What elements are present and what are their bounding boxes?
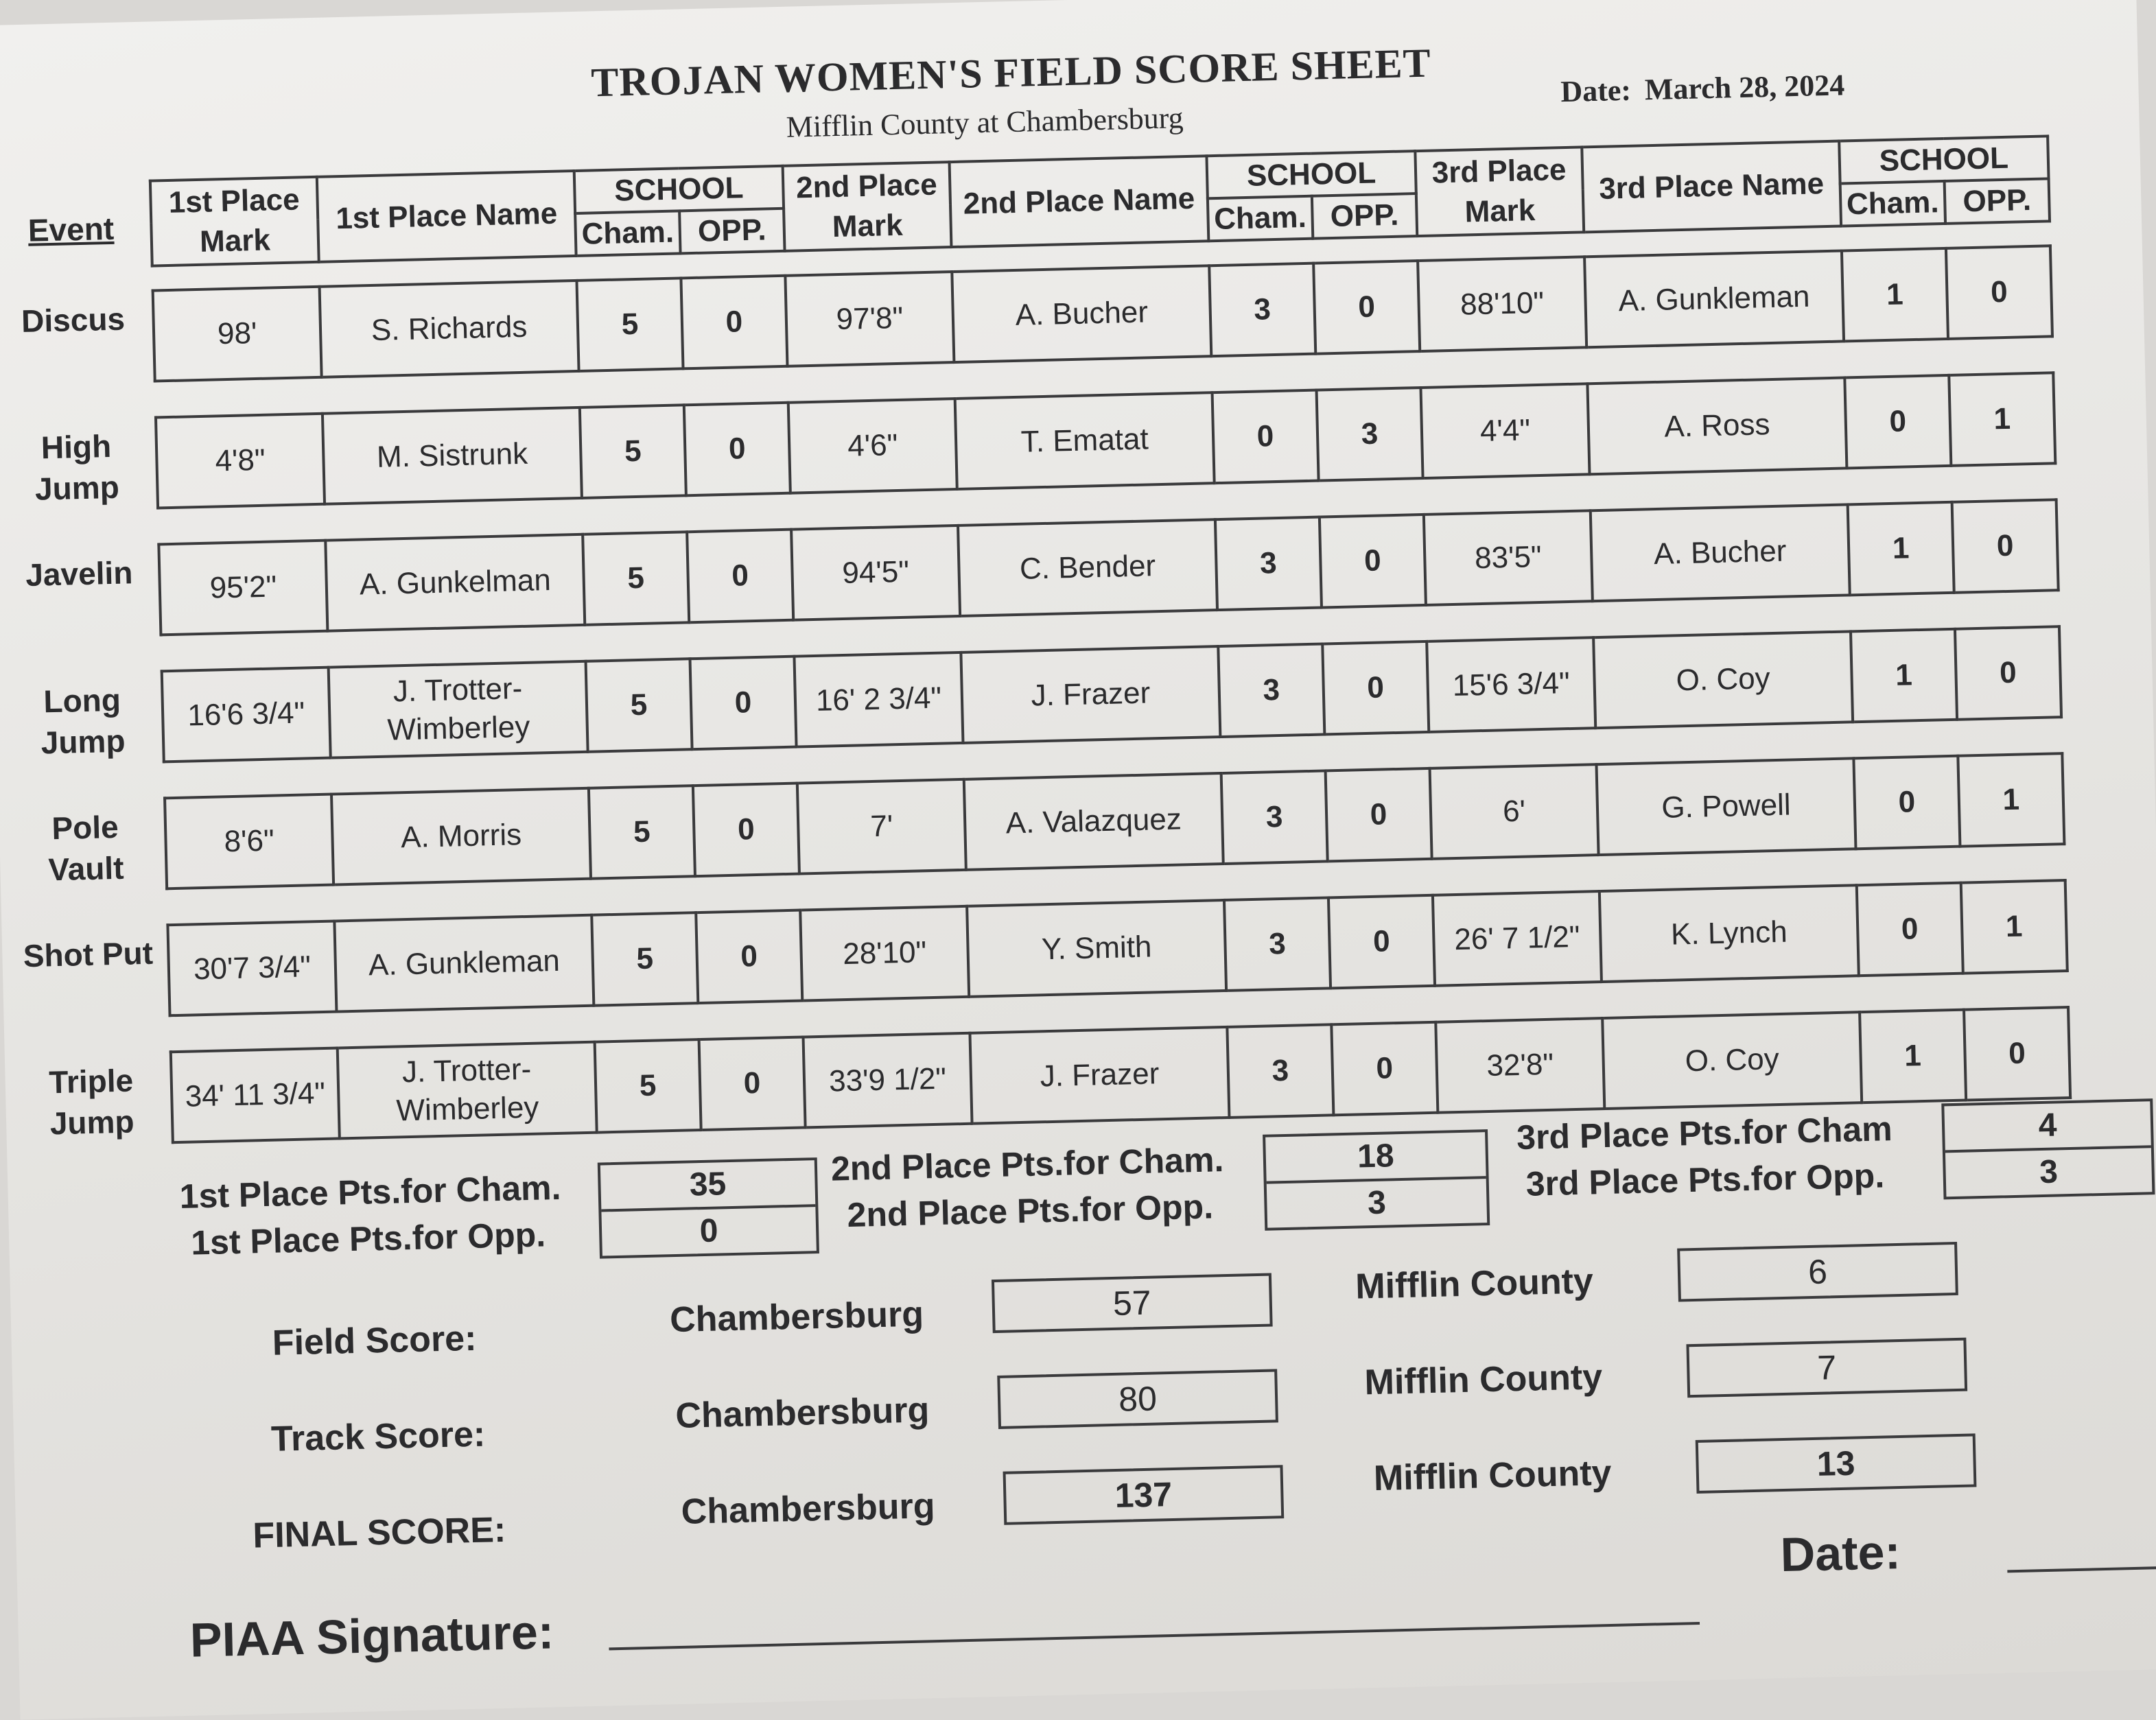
third-cham-pts-cell[interactable]: 1 bbox=[1848, 502, 1954, 596]
signature-date-line[interactable] bbox=[2007, 1566, 2156, 1573]
second-mark-header: 2nd Place Mark bbox=[783, 162, 952, 251]
second-name-cell[interactable]: A. Bucher bbox=[952, 266, 1211, 362]
meet-date-value: March 28, 2024 bbox=[1644, 68, 1845, 107]
third-cham-pts-cell[interactable]: 1 bbox=[1851, 629, 1957, 722]
event-name: High Jump bbox=[34, 428, 120, 507]
sheet-title: TROJAN WOMEN'S FIELD SCORE SHEET bbox=[590, 40, 1432, 106]
final-score-away: 13 bbox=[1696, 1433, 1977, 1494]
third-mark-cell[interactable]: 15'6 3/4" bbox=[1427, 637, 1595, 732]
first-name-cell[interactable]: S. Richards bbox=[320, 281, 579, 377]
first-opp-pts-cell[interactable]: 0 bbox=[684, 403, 790, 496]
first-cham-pts-cell[interactable]: 5 bbox=[591, 912, 698, 1006]
third-mark-header: 3rd Place Mark bbox=[1415, 147, 1584, 236]
first-opp-pts-cell[interactable]: 0 bbox=[696, 910, 802, 1004]
table-row bbox=[154, 371, 2057, 509]
event-name: Pole Vault bbox=[47, 808, 125, 888]
signature-date-label: Date: bbox=[1779, 1525, 1901, 1582]
second-opp-pts-cell[interactable]: 3 bbox=[1316, 388, 1422, 481]
third-opp-total: 3 bbox=[1945, 1145, 2153, 1197]
first-cham-pts-cell[interactable]: 5 bbox=[595, 1039, 701, 1133]
first-cham-pts-cell[interactable]: 5 bbox=[586, 659, 692, 752]
cham-header-3: Cham. bbox=[1840, 181, 1945, 226]
third-name-cell[interactable]: O. Coy bbox=[1593, 631, 1853, 728]
second-mark-cell[interactable]: 4'6" bbox=[788, 399, 957, 493]
meet-date-label: Date: bbox=[1560, 73, 1632, 109]
table-row bbox=[166, 879, 2068, 1017]
first-mark-cell[interactable]: 98' bbox=[153, 287, 322, 381]
third-mark-cell[interactable]: 6' bbox=[1429, 764, 1598, 859]
opp-header-3: OPP. bbox=[1945, 178, 2050, 224]
third-cham-pts-cell[interactable]: 1 bbox=[1842, 248, 1948, 342]
second-cham-label: 2nd Place Pts.for Cham. bbox=[830, 1140, 1224, 1188]
piaa-signature-label: PIAA Signature: bbox=[189, 1605, 554, 1667]
second-cham-pts-cell[interactable]: 3 bbox=[1218, 644, 1324, 738]
third-name-header: 3rd Place Name bbox=[1582, 141, 1841, 233]
second-cham-total: 18 bbox=[1357, 1138, 1395, 1175]
piaa-signature-line[interactable] bbox=[609, 1622, 1700, 1650]
cham-header-2: Cham. bbox=[1208, 196, 1313, 241]
second-cham-pts-cell[interactable]: 3 bbox=[1209, 263, 1315, 357]
meet-date bbox=[1560, 67, 1845, 109]
second-name-cell[interactable]: A. Valazquez bbox=[964, 773, 1223, 870]
column-header-row bbox=[149, 134, 2051, 267]
third-mark-cell[interactable]: 88'10" bbox=[1418, 257, 1586, 351]
third-opp-pts-cell[interactable]: 1 bbox=[1958, 753, 2064, 847]
table-row bbox=[157, 498, 2059, 636]
final-score-label: FINAL SCORE: bbox=[252, 1509, 506, 1556]
first-cham-label: 1st Place Pts.for Cham. bbox=[179, 1168, 562, 1216]
event-name: Shot Put bbox=[23, 934, 154, 974]
second-name-cell[interactable]: C. Bender bbox=[958, 519, 1217, 616]
opp-header-2: OPP. bbox=[1312, 193, 1417, 239]
second-opp-pts-cell[interactable]: 0 bbox=[1320, 515, 1426, 608]
first-opp-pts-cell[interactable]: 0 bbox=[681, 276, 787, 369]
third-opp-label: 3rd Place Pts.for Opp. bbox=[1525, 1156, 1885, 1203]
first-opp-pts-cell[interactable]: 0 bbox=[693, 784, 799, 877]
event-name: Long Jump bbox=[40, 681, 126, 761]
first-name-cell[interactable]: J. Trotter-Wimberley bbox=[329, 661, 588, 758]
cham-header-1: Cham. bbox=[575, 211, 680, 256]
first-mark-cell[interactable]: 30'7 3/4" bbox=[167, 921, 336, 1016]
field-score-label: Field Score: bbox=[272, 1318, 478, 1363]
second-name-cell[interactable]: J. Frazer bbox=[970, 1027, 1230, 1124]
third-opp-pts-cell[interactable]: 1 bbox=[1961, 880, 2067, 974]
third-cham-total: 4 bbox=[2038, 1107, 2058, 1144]
third-cham-pts-cell[interactable]: 0 bbox=[1853, 756, 1960, 849]
first-mark-cell[interactable]: 16'6 3/4" bbox=[162, 668, 331, 762]
third-cham-pts-cell[interactable]: 0 bbox=[1857, 883, 1963, 976]
third-mark-cell[interactable]: 26' 7 1/2" bbox=[1433, 891, 1602, 986]
second-opp-pts-cell[interactable]: 0 bbox=[1326, 768, 1432, 862]
meet-subtitle: Mifflin County at Chambersburg bbox=[786, 101, 1184, 144]
field-score-home: 57 bbox=[992, 1273, 1273, 1334]
second-cham-pts-cell[interactable]: 3 bbox=[1227, 1024, 1333, 1118]
first-opp-label: 1st Place Pts.for Opp. bbox=[190, 1215, 546, 1262]
field-score-away-team: Mifflin County bbox=[1355, 1261, 1594, 1307]
track-score-away-team: Mifflin County bbox=[1363, 1357, 1603, 1403]
field-score-home-team: Chambersburg bbox=[669, 1294, 924, 1341]
first-mark-header: 1st Place Mark bbox=[150, 177, 319, 266]
first-cham-pts-cell[interactable]: 5 bbox=[589, 786, 695, 879]
first-cham-total: 35 bbox=[689, 1166, 727, 1203]
second-cham-pts-cell[interactable]: 0 bbox=[1212, 390, 1319, 484]
first-opp-pts-cell[interactable]: 0 bbox=[690, 657, 796, 750]
opp-header-1: OPP. bbox=[679, 209, 784, 254]
second-name-cell[interactable]: J. Frazer bbox=[961, 646, 1221, 743]
third-cham-label: 3rd Place Pts.for Cham bbox=[1516, 1109, 1893, 1157]
event-name: Discus bbox=[21, 301, 126, 340]
third-name-cell[interactable]: A. Ross bbox=[1587, 377, 1847, 474]
school-header-1: SCHOOL bbox=[574, 166, 784, 213]
first-name-cell[interactable]: A. Gunkelman bbox=[325, 534, 585, 631]
final-score-home-team: Chambersburg bbox=[681, 1486, 936, 1532]
second-opp-pts-cell[interactable]: 0 bbox=[1313, 261, 1420, 354]
first-mark-cell[interactable]: 95'2" bbox=[159, 541, 327, 635]
third-name-cell[interactable]: A. Bucher bbox=[1591, 504, 1850, 601]
event-name: Javelin bbox=[25, 554, 133, 593]
track-score-home-team: Chambersburg bbox=[675, 1390, 930, 1437]
table-row bbox=[163, 752, 2065, 890]
third-name-cell[interactable]: A. Gunkleman bbox=[1584, 251, 1844, 348]
track-score-label: Track Score: bbox=[270, 1414, 486, 1459]
second-mark-cell[interactable]: 94'5" bbox=[791, 526, 960, 620]
second-name-cell[interactable]: Y. Smith bbox=[967, 900, 1226, 997]
first-cham-pts-cell[interactable]: 5 bbox=[580, 405, 686, 498]
first-opp-pts-cell[interactable]: 0 bbox=[687, 530, 793, 623]
final-score-away-team: Mifflin County bbox=[1373, 1452, 1613, 1499]
track-score-away: 7 bbox=[1686, 1338, 1967, 1398]
second-cham-pts-cell[interactable]: 3 bbox=[1221, 770, 1328, 864]
first-opp-pts-cell[interactable]: 0 bbox=[699, 1037, 806, 1130]
school-header-3: SCHOOL bbox=[1839, 136, 2048, 183]
event-name: Triple Jump bbox=[48, 1062, 135, 1142]
final-score-home: 137 bbox=[1003, 1465, 1285, 1525]
first-opp-total: 0 bbox=[601, 1204, 817, 1256]
third-name-cell[interactable]: K. Lynch bbox=[1600, 885, 1859, 982]
second-cham-pts-cell[interactable]: 3 bbox=[1215, 517, 1322, 611]
third-mark-cell[interactable]: 4'4" bbox=[1420, 384, 1589, 478]
second-opp-pts-cell[interactable]: 0 bbox=[1331, 1022, 1438, 1116]
first-name-cell[interactable]: A. Morris bbox=[331, 788, 591, 885]
third-mark-cell[interactable]: 83'5" bbox=[1424, 510, 1593, 605]
second-place-totals bbox=[1263, 1129, 1490, 1231]
second-name-header: 2nd Place Name bbox=[950, 156, 1209, 247]
second-mark-cell[interactable]: 97'8" bbox=[785, 272, 954, 366]
first-cham-pts-cell[interactable]: 5 bbox=[583, 532, 689, 625]
third-opp-pts-cell[interactable]: 1 bbox=[1949, 373, 2055, 466]
second-opp-total: 3 bbox=[1267, 1176, 1488, 1228]
third-opp-pts-cell[interactable]: 0 bbox=[1964, 1007, 2070, 1100]
third-name-cell[interactable]: G. Powell bbox=[1597, 758, 1856, 855]
first-name-cell[interactable]: A. Gunkleman bbox=[335, 915, 594, 1012]
third-place-totals bbox=[1941, 1098, 2155, 1199]
first-mark-cell[interactable]: 4'8" bbox=[156, 414, 325, 508]
first-cham-pts-cell[interactable]: 5 bbox=[576, 278, 683, 371]
first-name-header: 1st Place Name bbox=[317, 171, 576, 262]
first-mark-cell[interactable]: 8'6" bbox=[165, 794, 333, 889]
third-opp-pts-cell[interactable]: 0 bbox=[1952, 499, 2059, 593]
second-mark-cell[interactable]: 28'10" bbox=[800, 906, 969, 1001]
track-score-home: 80 bbox=[997, 1369, 1278, 1429]
field-score-away: 6 bbox=[1677, 1242, 1958, 1302]
third-opp-pts-cell[interactable]: 0 bbox=[1955, 626, 2061, 720]
first-place-totals bbox=[598, 1157, 819, 1259]
second-mark-cell[interactable]: 16' 2 3/4" bbox=[794, 652, 963, 747]
third-cham-pts-cell[interactable]: 0 bbox=[1844, 375, 1951, 469]
second-opp-label: 2nd Place Pts.for Opp. bbox=[846, 1187, 1214, 1235]
table-row bbox=[161, 625, 2063, 763]
second-mark-cell[interactable]: 7' bbox=[797, 779, 966, 874]
table-row bbox=[152, 244, 2054, 382]
first-mark-cell[interactable]: 34' 11 3/4" bbox=[171, 1048, 340, 1142]
second-mark-cell[interactable]: 33'9 1/2" bbox=[803, 1033, 972, 1128]
second-name-cell[interactable]: T. Ematat bbox=[955, 392, 1215, 489]
school-header-2: SCHOOL bbox=[1206, 151, 1416, 198]
third-name-cell[interactable]: O. Coy bbox=[1602, 1012, 1862, 1109]
third-mark-cell[interactable]: 32'8" bbox=[1436, 1018, 1604, 1113]
third-cham-pts-cell[interactable]: 1 bbox=[1860, 1010, 1966, 1103]
event-column-header: Event bbox=[27, 210, 115, 248]
first-name-cell[interactable]: M. Sistrunk bbox=[323, 408, 582, 504]
second-cham-pts-cell[interactable]: 3 bbox=[1224, 897, 1331, 991]
first-name-cell[interactable]: J. Trotter-Wimberley bbox=[338, 1042, 597, 1139]
second-opp-pts-cell[interactable]: 0 bbox=[1328, 895, 1435, 989]
third-opp-pts-cell[interactable]: 0 bbox=[1946, 246, 2052, 339]
second-opp-pts-cell[interactable]: 0 bbox=[1322, 641, 1429, 735]
